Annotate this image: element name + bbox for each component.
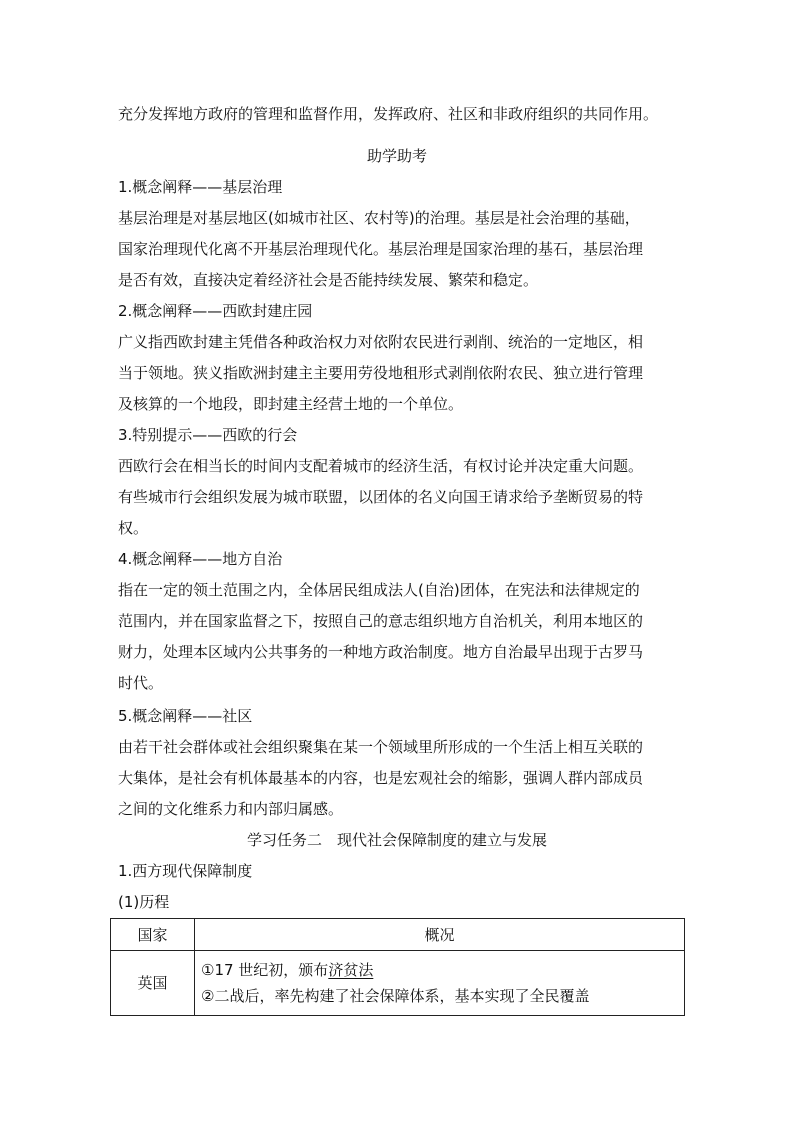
table-header-overview: 概况	[195, 919, 685, 951]
table-row	[111, 951, 685, 1016]
history-label: (1)历程	[118, 893, 170, 911]
section-3-line-3: 权。	[118, 519, 149, 537]
section-heading-1: 1.概念阐释——基层治理	[118, 178, 283, 196]
table-header-row	[111, 919, 685, 951]
section-1-line-1: 基层治理是对基层地区(如城市社区、农村等)的治理。基层是社会治理的基础，	[118, 209, 640, 227]
section-4-line-3: 财力，处理本区域内公共事务的一种地方政治制度。地方自治最早出现于古罗马	[118, 643, 644, 661]
section-4-line-2: 范围内，并在国家监督之下，按照自己的意志组织地方自治机关，利用本地区的	[118, 612, 644, 630]
history-table	[110, 918, 685, 1016]
table-header-country: 国家	[111, 919, 195, 951]
overview-item-2: ②二战后，率先构建了社会保障体系，基本实现了全民覆盖	[201, 987, 590, 1005]
section-5-line-2: 大集体，是社会有机体最基本的内容，也是宏观社会的缩影，强调人群内部成员	[118, 769, 644, 787]
section-2-line-1: 广义指西欧封建主凭借各种政治权力对依附农民进行剥削、统治的一定地区，相	[118, 333, 644, 351]
section-2-line-3: 及核算的一个地段，即封建主经营土地的一个单位。	[118, 395, 464, 413]
section-4-line-1: 指在一定的领土范围之内，全体居民组成法人(自治)团体，在宪法和法律规定的	[118, 581, 640, 599]
section-heading-3: 3.特别提示——西欧的行会	[118, 426, 298, 444]
overview-item-1-underlined-term: 济贫法	[328, 961, 374, 979]
subsection-title: 1.西方现代保障制度	[118, 862, 253, 880]
task-title: 学习任务二 现代社会保障制度的建立与发展	[246, 831, 547, 849]
table-cell-country: 英国	[111, 951, 195, 1016]
section-heading-4: 4.概念阐释——地方自治	[118, 550, 283, 568]
help-section-title: 助学助考	[366, 147, 427, 165]
section-3-line-2: 有些城市行会组织发展为城市联盟，以团体的名义向国王请求给予垄断贸易的特	[118, 488, 644, 506]
intro-paragraph: 充分发挥地方政府的管理和监督作用，发挥政府、社区和非政府组织的共同作用。	[118, 105, 659, 123]
section-5-line-3: 之间的文化维系力和内部归属感。	[118, 800, 344, 818]
overview-item-1	[201, 957, 676, 983]
section-5-line-1: 由若干社会群体或社会组织聚集在某一个领域里所形成的一个生活上相互关联的	[118, 738, 644, 756]
section-3-line-1: 西欧行会在相当长的时间内支配着城市的经济生活，有权讨论并决定重大问题。	[118, 457, 644, 475]
section-1-line-2: 国家治理现代化离不开基层治理现代化。基层治理是国家治理的基石，基层治理	[118, 240, 644, 258]
overview-item-1-text: ①17 世纪初，颁布	[201, 961, 329, 979]
section-heading-2: 2.概念阐释——西欧封建庄园	[118, 302, 313, 320]
table-cell-overview	[195, 951, 685, 1016]
section-4-line-4: 时代。	[118, 674, 164, 692]
section-2-line-2: 当于领地。狭义指欧洲封建主主要用劳役地租形式剥削依附农民、独立进行管理	[118, 364, 644, 382]
section-heading-5: 5.概念阐释——社区	[118, 707, 253, 725]
section-1-line-3: 是否有效，直接决定着经济社会是否能持续发展、繁荣和稳定。	[118, 271, 539, 289]
